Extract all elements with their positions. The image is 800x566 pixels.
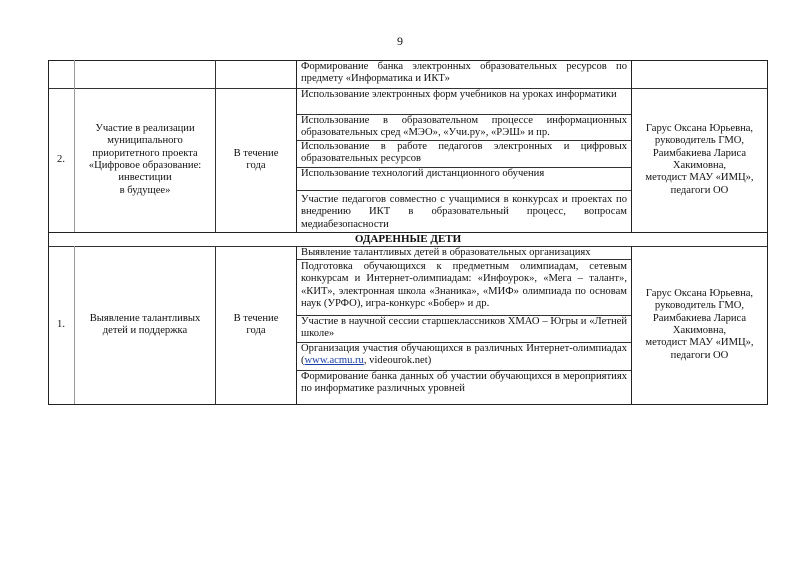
direction-line: муниципального: [107, 135, 183, 147]
activity-text-tail: , videourok.net): [363, 355, 432, 367]
page-number: 9: [397, 34, 403, 48]
activity-cell: Использование технологий дистанционного обучения: [301, 168, 545, 179]
direction-line: «Цифровое образование:: [88, 160, 202, 171]
activity-cell: Использование в образовательном процессе информационных образовательных сред «МЭО», «Учи.ру», «РЭШ» и пр.: [301, 115, 627, 139]
row-number: 2.: [57, 153, 65, 165]
responsible-line: методист МАУ «ИМЦ»,: [645, 172, 754, 184]
responsible-cell: [632, 88, 767, 232]
direction-line: детей и поддержка: [102, 325, 188, 336]
responsible-line: Раимбакиева Лариса: [652, 147, 747, 159]
direction-cell: [75, 88, 215, 232]
acmu-link[interactable]: www.acmu.ru: [304, 355, 364, 367]
responsible-line: Раимбакиева Лариса: [652, 312, 747, 324]
responsible-line: руководитель ГМО,: [654, 300, 745, 312]
activity-divider: [296, 190, 631, 191]
direction-line: приоритетного проекта: [92, 147, 198, 159]
activity-cell: Участие педагогов совместно с учащимися в конкурсах и проектах по внедрению ИКТ в образовательный процесс, вопросам медиабезопасности: [301, 194, 627, 230]
row-number: 1.: [57, 318, 65, 330]
activity-cell: Использование электронных форм учебников на уроках информатики: [301, 89, 617, 100]
direction-cell: [75, 246, 215, 404]
activity-cell: [297, 343, 631, 370]
timing-line: В течение: [233, 312, 279, 324]
direction-line: в будущее»: [119, 184, 171, 196]
activity-cell: Выявление талантливых детей в образовательных организациях: [301, 247, 591, 258]
responsible-cell: [632, 246, 767, 404]
activity-cell: Использование в работе педагогов электронных и цифровых образовательных ресурсов: [301, 141, 627, 165]
table-bottom-border: [48, 404, 768, 405]
direction-line: инвестиции: [118, 172, 172, 184]
responsible-line: руководитель ГМО,: [654, 135, 745, 147]
activity-cell: Формирование банка электронных образовательных ресурсов по предмету «Информатика и ИКТ»: [301, 61, 627, 85]
responsible-line: Хакимовна,: [672, 160, 727, 171]
table-right-border: [767, 60, 768, 404]
activity-cell: Подготовка обучающихся к предметным олимпиадам, сетевым конкурсам и Интернет-олимпиадам: «Инфоурок», «Мега – талант», «КИТ», электронная школа «Знаника», «МИФ» олимпиада по основам наук (УРФО), игра-конкурс «Бобер» и др.: [301, 261, 627, 310]
responsible-line: Гарус Оксана Юрьевна,: [645, 122, 754, 134]
activity-divider: [296, 259, 631, 260]
timing-line: В течение: [233, 147, 279, 159]
activity-cell: Участие в научной сессии старшеклассников ХМАО – Югры и «Летней школе»: [301, 316, 627, 340]
timing-line: года: [246, 160, 266, 171]
timing-cell: [216, 246, 296, 404]
timing-cell: [216, 88, 296, 232]
timing-line: года: [246, 325, 266, 336]
activity-text: Организация участия обучающихся в различных Интернет-олимпиадах (: [301, 343, 627, 367]
activity-cell: Формирование банка данных об участии обучающихся в мероприятиях по информатике различных уровней: [301, 371, 627, 395]
responsible-line: педагоги ОО: [670, 349, 729, 361]
direction-line: Выявление талантливых: [89, 312, 201, 324]
responsible-line: Гарус Оксана Юрьевна,: [645, 287, 754, 299]
responsible-line: методист МАУ «ИМЦ»,: [645, 337, 754, 349]
responsible-line: педагоги ОО: [670, 184, 729, 196]
responsible-line: Хакимовна,: [672, 325, 727, 336]
direction-line: Участие в реализации: [95, 122, 195, 134]
section-title: ОДАРЕННЫЕ ДЕТИ: [354, 233, 462, 246]
